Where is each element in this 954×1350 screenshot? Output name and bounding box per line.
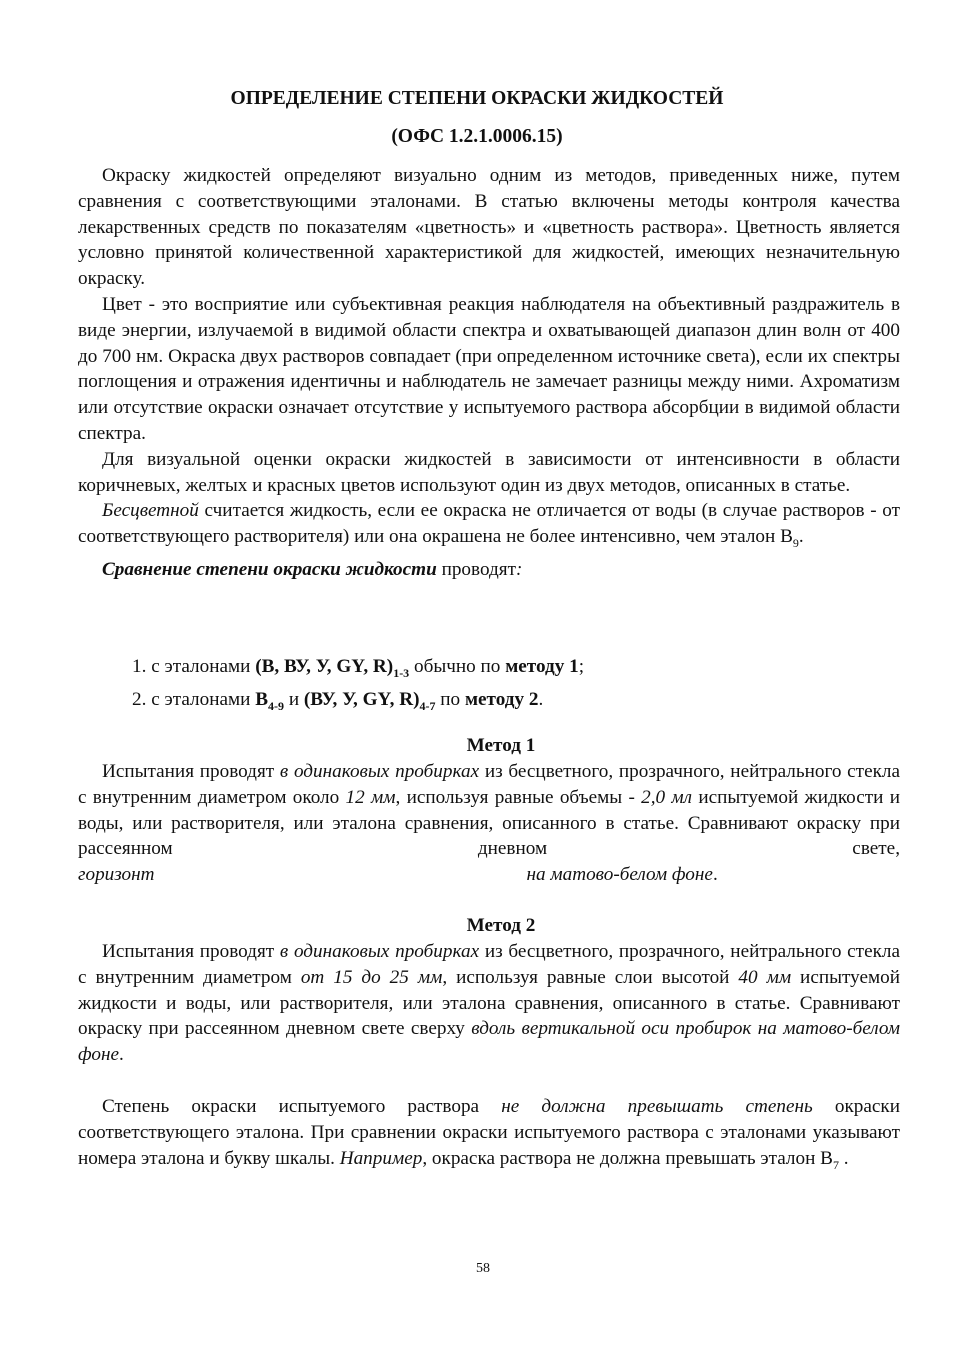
- document-code: (ОФС 1.2.1.0006.15): [391, 126, 563, 147]
- intro-paragraph-1: Окраску жидкостей определяют визуально одним из методов, приведенных ниже, путем сравнения с соответствующими эталонами. В статью включены методы контроля качества лекарственных средств по показателям «цветность» и «цветность раствора». Цветность является условно принятой количественной характеристикой для жидкостей, имеющих незначительную окраску.: [78, 165, 900, 290]
- page-title: ОПРЕДЕЛЕНИЕ СТЕПЕНИ ОКРАСКИ ЖИДКОСТЕЙ: [230, 88, 724, 109]
- comparison-list: [132, 654, 892, 719]
- list-item: 2. с эталонами $В_{4-9}$ и (ВУ, У, GY, $R)_{4-7}$ по методу 2.: [132, 688, 544, 713]
- page-number: 58: [476, 1261, 490, 1276]
- intro-paragraph-4: Бесцветной считается жидкость, если ее окраска не отличается от воды (в случае растворов - от соответствующего растворителя) или она окрашена не более интенсивно, чем эталон $В_9$.: [78, 500, 900, 550]
- intro-paragraph-3: Для визуальной оценки окраски жидкостей в зависимости от интенсивности в области коричневых, желтых и красных цветов используют один из двух методов, описанных в статье.: [78, 448, 900, 496]
- intro-section: [78, 163, 900, 583]
- method-2-paragraph: Испытания проводят в одинаковых пробирках из бесцветного, прозрачного, нейтрального стекла с внутренним диаметром от 15 до 25 мм, используя равные слои высотой 40 мм испытуемой жидкости и воды, или растворителя, или эталона сравнения, описанного в статье. Сравнивают окраску при рассеянном дневном свете сверху вдоль вертикальной оси пробирок на матово-белом фоне.: [78, 941, 900, 1066]
- method-1-paragraph: Испытания проводят в одинаковых пробирках из бесцветного, прозрачного, нейтрального стекла с внутренним диаметром около 12 мм, используя равные объемы - 2,0 мл испытуемой жидкости и воды, или растворителя, или эталона сравнения, описанного в статье. Сравнивают окраску при рассеянном дневном свете, горизонт на матово-белом фоне.: [78, 761, 900, 886]
- conclusion-paragraph: Степень окраски испытуемого раствора не должна превышать степень окраски соответствующего эталона. При сравнении окраски испытуемого раствора с эталонами указывают номера эталона и букву шкалы. Например, окраска раствора не должна превышать эталон $В_7$ .: [78, 1096, 900, 1172]
- method-2-heading: Метод 2: [466, 915, 536, 936]
- list-item: 1. с эталонами (В, ВУ, У, GY, $R)_{1-3}$ обычно по методу 1;: [132, 656, 585, 680]
- intro-paragraph-2: Цвет - это восприятие или субъективная реакция наблюдателя на объективный раздражитель в виде энергии, излучаемой в видимой области спектра и охватывающей диапазон длин волн от 400 до 700 нм. Окраска двух растворов совпадает (при определенном источнике света), если их спектры поглощения и отражения идентичны и наблюдатель не замечает разницы между ними. Ахроматизм или отсутствие окраски означает отсутствие у испытуемого раствора абсорбции в видимой области спектра.: [78, 293, 900, 444]
- conclusion-section: [78, 1094, 900, 1178]
- method-1-heading: Метод 1: [466, 735, 536, 756]
- method-1-section: [78, 759, 900, 888]
- intro-paragraph-5: Сравнение степени окраски жидкости проводят:: [102, 558, 523, 580]
- method-2-section: [78, 939, 900, 1068]
